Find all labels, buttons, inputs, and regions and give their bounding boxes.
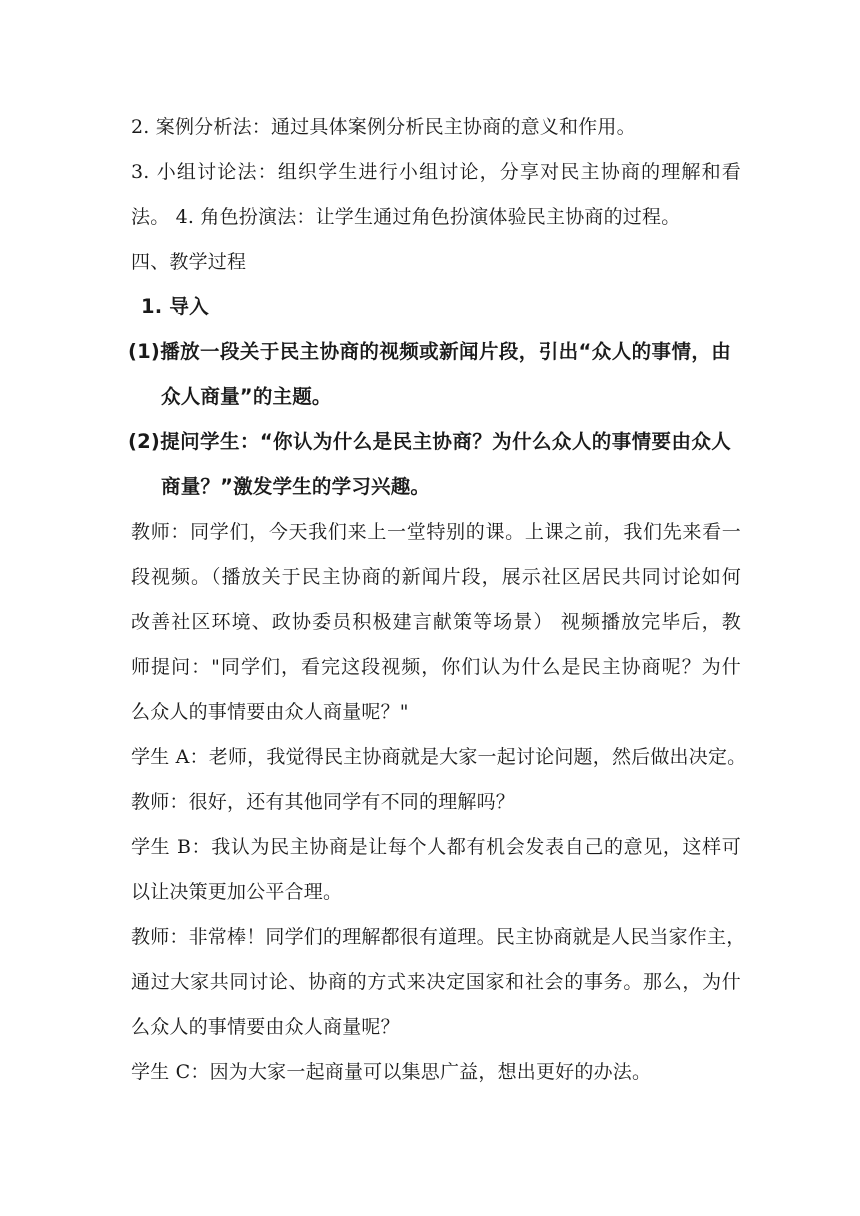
- dialogue-teacher-3: 教师：非常棒！同学们的理解都很有道理。民主协商就是人民当家作主，: [131, 926, 746, 948]
- intro-step-1: (1)播放一段关于民主协商的视频或新闻片段，引出“众人的事情，由: [128, 340, 731, 363]
- dialogue-teacher-3-line-2: 通过大家共同讨论、协商的方式来决定国家和社会的事务。那么，为什: [131, 971, 741, 993]
- dialogue-student-b: 学生 B：我认为民主协商是让每个人都有机会发表自己的意见，这样可: [131, 836, 741, 858]
- method-item-2: 2. 案例分析法：通过具体案例分析民主协商的意义和作用。: [131, 116, 636, 138]
- dialogue-teacher-2: 教师：很好，还有其他同学有不同的理解吗？: [131, 791, 516, 813]
- method-item-3-4-continuation: 法。 4. 角色扮演法：让学生通过角色扮演体验民主协商的过程。: [131, 206, 681, 228]
- method-item-3: 3. 小组讨论法：组织学生进行小组讨论，分享对民主协商的理解和看: [131, 161, 741, 183]
- dialogue-student-c: 学生 C：因为大家一起商量可以集思广益，想出更好的办法。: [131, 1061, 652, 1083]
- dialogue-teacher-1-line-2: 段视频。（播放关于民主协商的新闻片段，展示社区居民共同讨论如何: [131, 566, 741, 588]
- intro-step-2-continuation: 商量？”激发学生的学习兴趣。: [161, 475, 431, 498]
- dialogue-teacher-3-line-3: 么众人的事情要由众人商量呢？: [131, 1016, 400, 1038]
- dialogue-teacher-1-line-4: 师提问："同学们，看完这段视频，你们认为什么是民主协商呢？为什: [131, 656, 741, 678]
- subheading-introduction: 1. 导入: [141, 295, 209, 318]
- dialogue-student-a: 学生 A：老师，我觉得民主协商就是大家一起讨论问题，然后做出决定。: [131, 746, 747, 768]
- intro-step-2: (2)提问学生：“你认为什么是民主协商？为什么众人的事情要由众人: [128, 430, 731, 453]
- section-heading-teaching-process: 四、教学过程: [131, 251, 247, 273]
- dialogue-teacher-1-line-5: 么众人的事情要由众人商量呢？": [131, 701, 409, 723]
- dialogue-teacher-1-line-3: 改善社区环境、政协委员积极建言献策等场景） 视频播放完毕后，教: [131, 611, 741, 633]
- dialogue-student-b-continuation: 以让决策更加公平合理。: [131, 881, 343, 903]
- intro-step-1-continuation: 众人商量”的主题。: [161, 385, 332, 408]
- dialogue-teacher-1: 教师：同学们，今天我们来上一堂特别的课。上课之前，我们先来看一: [131, 521, 741, 543]
